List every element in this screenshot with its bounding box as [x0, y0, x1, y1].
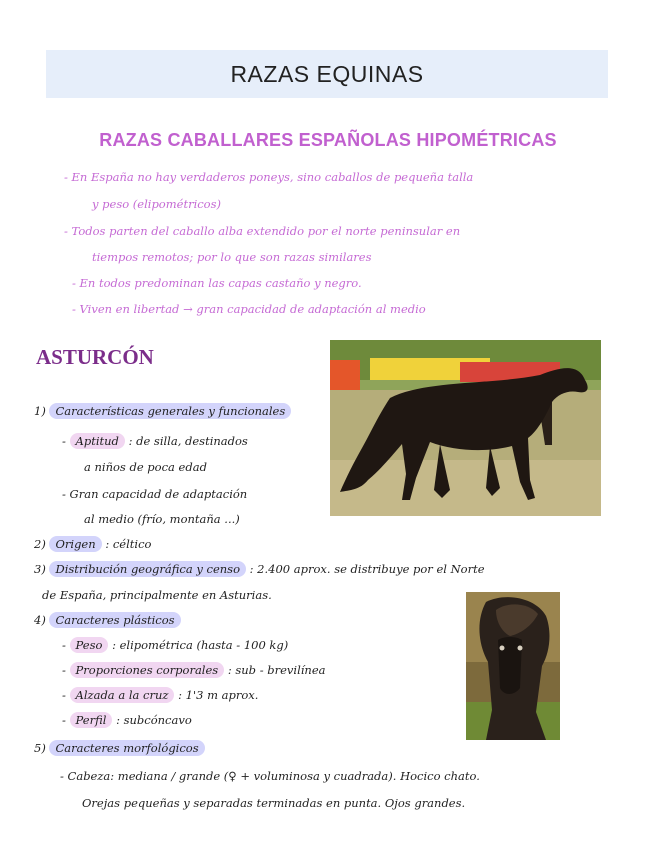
note-1-label: Características generales y funcionales — [49, 403, 291, 419]
proporciones-line: - Proporciones corporales : sub - brevilínea — [62, 663, 326, 677]
note-3-text: : 2.400 aprox. se distribuye por el Norte — [249, 562, 485, 576]
page-title: RAZAS EQUINAS — [230, 60, 424, 87]
cabeza-line: - Cabeza: mediana / grande (♀ + voluminosa y cuadrada). Hocico chato. — [60, 769, 480, 783]
perfil-text: : subcóncavo — [116, 713, 192, 727]
intro-line: y peso (elipométricos) — [92, 197, 221, 211]
peso-text: : elipométrica (hasta - 100 kg) — [112, 638, 289, 652]
intro-line: - En todos predominan las capas castaño y negro. — [72, 276, 362, 290]
intro-line: tiempos remotos; por lo que son razas similares — [92, 250, 372, 264]
note-2-text: : céltico — [105, 537, 152, 551]
proporciones-text: : sub - brevilínea — [227, 663, 326, 677]
proporciones-label: Proporciones corporales — [70, 662, 225, 678]
note-3 — [34, 562, 485, 576]
alzada-label: Alzada a la cruz — [70, 687, 175, 703]
orejas-line: Orejas pequeñas y separadas terminadas en punta. Ojos grandes. — [82, 796, 466, 810]
note-2 — [34, 537, 151, 551]
note-5-label: Caracteres morfológicos — [49, 740, 204, 756]
note-3-number: 3) — [34, 562, 46, 576]
note-5 — [34, 741, 205, 755]
perfil-line: - Perfil : subcóncavo — [62, 713, 192, 727]
aptitud-label: Aptitud — [70, 433, 125, 449]
intro-line: - Viven en libertad → gran capacidad de adaptación al medio — [72, 302, 426, 316]
note-4-number: 4) — [34, 613, 46, 627]
note-3-cont: de España, principalmente en Asturias. — [42, 588, 272, 602]
note-1-number: 1) — [34, 404, 46, 418]
peso-line: - Peso : elipométrica (hasta - 100 kg) — [62, 638, 289, 652]
gran-capacidad-line: - Gran capacidad de adaptación — [62, 487, 248, 501]
note-4 — [34, 613, 181, 627]
peso-label: Peso — [70, 637, 109, 653]
note-3-label: Distribución geográfica y censo — [49, 561, 246, 577]
note-5-number: 5) — [34, 741, 46, 755]
alzada-line: - Alzada a la cruz : 1'3 m aprox. — [62, 688, 259, 702]
aptitud-text: : de silla, destinados — [128, 434, 248, 448]
section-title: ASTURCÓN — [36, 345, 154, 369]
aptitud-line: - Aptitud : de silla, destinados — [62, 434, 248, 448]
note-2-label: Origen — [49, 536, 101, 552]
intro-line: - Todos parten del caballo alba extendido por el norte peninsular en — [64, 224, 461, 238]
note-2-number: 2) — [34, 537, 46, 551]
gran-capacidad-cont: al medio (frío, montaña ...) — [84, 512, 240, 526]
subtitle: RAZAS CABALLARES ESPAÑOLAS HIPOMÉTRICAS — [99, 130, 557, 150]
note-4-label: Caracteres plásticos — [49, 612, 180, 628]
alzada-text: : 1'3 m aprox. — [178, 688, 259, 702]
intro-line: - En España no hay verdaderos poneys, sino caballos de pequeña talla — [64, 170, 474, 184]
note-1 — [34, 404, 291, 418]
perfil-label: Perfil — [70, 712, 113, 728]
aptitud-cont: a niños de poca edad — [84, 460, 207, 474]
